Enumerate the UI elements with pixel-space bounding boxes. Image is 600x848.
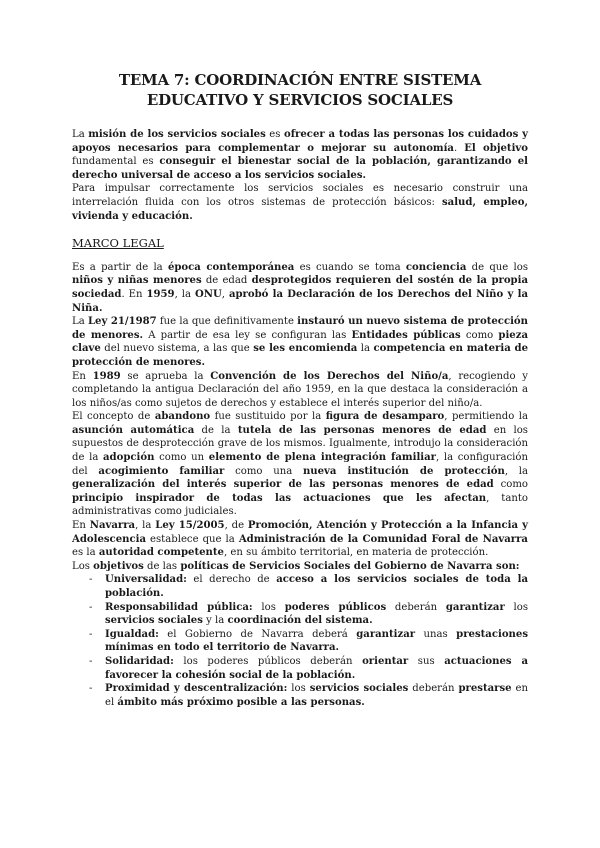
text-run: , en su ámbito territorial, en materia de protección. (223, 547, 489, 559)
text-run: fue la que definitivamente (156, 316, 298, 328)
bold-text-run: El objetivo (464, 142, 528, 154)
text-run: deberán (408, 683, 459, 695)
bold-text-run: 1959 (146, 288, 175, 300)
text-run: Para impulsar correctamente los servicios sociales es necesario construir una interrelación fluida con los otros sistemas de protección básicos: (72, 183, 528, 208)
text-run: La (72, 316, 88, 328)
text-run: , (221, 288, 229, 300)
bold-text-run: figura de desamparo (325, 411, 445, 423)
text-run: los poderes públicos deberán (173, 655, 363, 667)
list-item-text (105, 656, 528, 681)
text-run: y la (202, 615, 228, 627)
bold-text-run: acogimiento familiar (98, 465, 225, 477)
bold-text-run: nueva institución de protección (302, 465, 505, 477)
document-page (72, 70, 528, 709)
bold-text-run: se les encomienda (253, 343, 358, 355)
text-run: unas (415, 628, 457, 640)
text-run: El concepto de (72, 411, 155, 423)
bold-text-run: ONU (194, 288, 222, 300)
list-item-text (105, 629, 528, 654)
text-run: , la (135, 520, 156, 532)
text-run: en el (105, 683, 528, 708)
text-run: la (357, 343, 374, 355)
bold-text-run: Convención de los Derechos del Niño/a (210, 370, 449, 382)
bold-text-run: elemento de plena integración familiar (208, 452, 436, 464)
bold-text-run: coordinación del sistema. (227, 615, 373, 627)
objectives-list (72, 573, 528, 709)
bold-text-run: conseguir el bienestar social de la población, garantizando el derecho universal de acceso a los servicios sociales. (72, 156, 528, 181)
bold-text-run: objetivos (93, 560, 144, 572)
text-run: establece que la (146, 533, 239, 545)
text-run: de las (143, 560, 181, 572)
list-item (72, 601, 528, 628)
bold-text-run: instauró un nuevo sistema de protección de menores. (72, 316, 528, 341)
bold-text-run: Responsabilidad pública: (105, 601, 253, 613)
text-run: de edad (201, 275, 252, 287)
text-run: es cuando se toma (294, 261, 406, 273)
text-run: el Gobierno de Navarra deberá (158, 628, 357, 640)
list-item-text (105, 683, 528, 708)
list-item (72, 682, 528, 709)
intro-paragraph (72, 128, 528, 182)
bold-text-run: competencia en materia de protección de menores. (72, 343, 528, 368)
text-run: , tanto administrativas como judiciales. (72, 492, 528, 518)
section-heading: MARCO LEGAL (72, 236, 164, 251)
bold-text-run: principio inspirador de todas las actuaciones que les afectan (72, 492, 487, 504)
intro-paragraph-2 (72, 182, 528, 223)
bold-text-run: prestarse (458, 683, 512, 695)
bullet-dash: - (89, 628, 93, 640)
bullet-dash: - (89, 655, 93, 667)
bold-text-run: poderes públicos (284, 601, 387, 613)
bold-text-run: Proximidad y descentralización: (105, 683, 288, 695)
bold-text-run: generalización del interés superior de las personas menores de edad (72, 479, 494, 491)
bold-text-run: Promoción, Atención y Protección a la Infancia y Adolescencia (72, 520, 529, 545)
bold-text-run: Universalidad: (105, 574, 187, 586)
text-run: En (72, 520, 90, 532)
text-run: Es a partir de la (72, 261, 168, 273)
text-run: sus (408, 655, 445, 667)
bold-text-run: aprobó la Declaración de los Derechos del Niño y la Niña. (72, 288, 528, 314)
bold-text-run: prestaciones mínimas en todo el territorio de Navarra. (105, 628, 528, 654)
text-run: , la (504, 465, 529, 477)
text-run: . (453, 142, 465, 154)
text-run: del nuevo sistema, a las que (100, 343, 254, 355)
text-run: el derecho de (186, 574, 277, 586)
bold-text-run: abandono (154, 411, 211, 423)
text-run: Los (72, 560, 94, 572)
bold-text-run: ámbito más próximo posible a las personas. (117, 696, 365, 708)
text-run: deberán (386, 601, 446, 613)
bold-text-run: Entidades públicas (351, 329, 461, 341)
bold-text-run: Solidaridad: (105, 655, 174, 667)
bold-text-run: desprotegidos requieren del sostén de la propia sociedad (72, 275, 528, 300)
list-item (72, 573, 528, 600)
bold-text-run: Navarra (89, 520, 136, 532)
bold-text-run: políticas de Servicios Sociales del Gobierno de Navarra son: (180, 560, 520, 572)
bold-text-run: Ley 15/2005 (155, 520, 225, 532)
text-run: La (72, 129, 89, 140)
body-paragraph (72, 560, 528, 574)
bold-text-run: conciencia (405, 261, 467, 273)
bold-text-run: acceso a los servicios sociales de toda la población. (105, 574, 528, 599)
text-run: , la configuración del (72, 452, 528, 477)
text-run: A partir de esa ley se configuran las (143, 329, 352, 341)
bold-text-run: garantizar (445, 601, 505, 613)
bold-text-run: salud, empleo, vivienda y educación. (72, 196, 528, 222)
text-run: es (265, 129, 284, 140)
text-run: , recogiendo y completando la antigua Declaración del año 1959, en la que destaca la consideración a los niños/as como sujetos de derechos y establece el interés superior del niño/a. (72, 370, 528, 409)
bold-text-run: asunción automática (72, 424, 195, 436)
bold-text-run: servicios sociales (309, 683, 409, 695)
bold-text-run: tutela de las personas menores de edad (237, 424, 487, 436)
bold-text-run: pieza clave (72, 329, 528, 355)
text-run: como una (224, 465, 303, 477)
bold-text-run: adopción (103, 452, 155, 464)
bold-text-run: autoridad competente (98, 547, 224, 559)
body-paragraph (72, 410, 528, 519)
text-run: . En (121, 288, 147, 300)
text-run: , la (174, 288, 195, 300)
bold-text-run: garantizar (356, 628, 416, 640)
text-run: es la (72, 547, 99, 559)
bold-text-run: Igualdad: (105, 628, 159, 640)
bullet-dash: - (89, 683, 93, 695)
text-run: los (252, 601, 285, 613)
bold-text-run: época contemporánea (167, 261, 295, 273)
body-paragraph (72, 519, 528, 560)
bold-text-run: servicios sociales (105, 615, 203, 627)
text-run: como (493, 479, 528, 491)
text-run: fue sustituido por la (210, 411, 326, 423)
text-run: de que los (466, 261, 529, 273)
text-run: En (72, 370, 93, 382)
list-item (72, 655, 528, 682)
bold-text-run: misión de los servicios sociales (88, 129, 266, 140)
text-run: los (287, 683, 310, 695)
bullet-dash: - (89, 601, 93, 613)
bold-text-run: ofrecer a todas las personas los cuidados y apoyos necesarios para complementar o mejorar su autonomía (72, 129, 529, 154)
bold-text-run: orientar (362, 655, 409, 667)
text-run: , de (224, 520, 248, 532)
text-run: se aprueba la (120, 370, 211, 382)
text-run: como (460, 329, 499, 341)
bold-text-run: niños y niñas menores (72, 275, 202, 287)
text-run: fundamental es (72, 156, 160, 168)
list-item-text (105, 574, 528, 599)
bold-text-run: actuaciones a favorecer la cohesión social de la población. (105, 655, 529, 681)
bold-text-run: Administración de la Comunidad Foral de Navarra (238, 533, 528, 545)
list-item (72, 628, 528, 655)
list-item-text (105, 602, 528, 627)
text-run: en los supuestos de desprotección grave de los mismos. Igualmente, introdujo la consideración de la (72, 424, 528, 464)
bold-text-run: Ley 21/1987 (87, 316, 157, 328)
page-title: TEMA 7: COORDINACIÓN ENTRE SISTEMA EDUCATIVO Y SERVICIOS SOCIALES (118, 71, 482, 109)
bold-text-run: 1989 (92, 370, 121, 382)
text-run: como un (154, 452, 209, 464)
bullet-dash: - (89, 574, 93, 586)
text-run: , permitiendo la (444, 411, 528, 423)
text-run: de la (194, 424, 238, 436)
text-run: los (504, 601, 529, 613)
body-paragraph (72, 315, 528, 369)
body-paragraph (72, 261, 528, 315)
body-paragraph (72, 370, 528, 411)
